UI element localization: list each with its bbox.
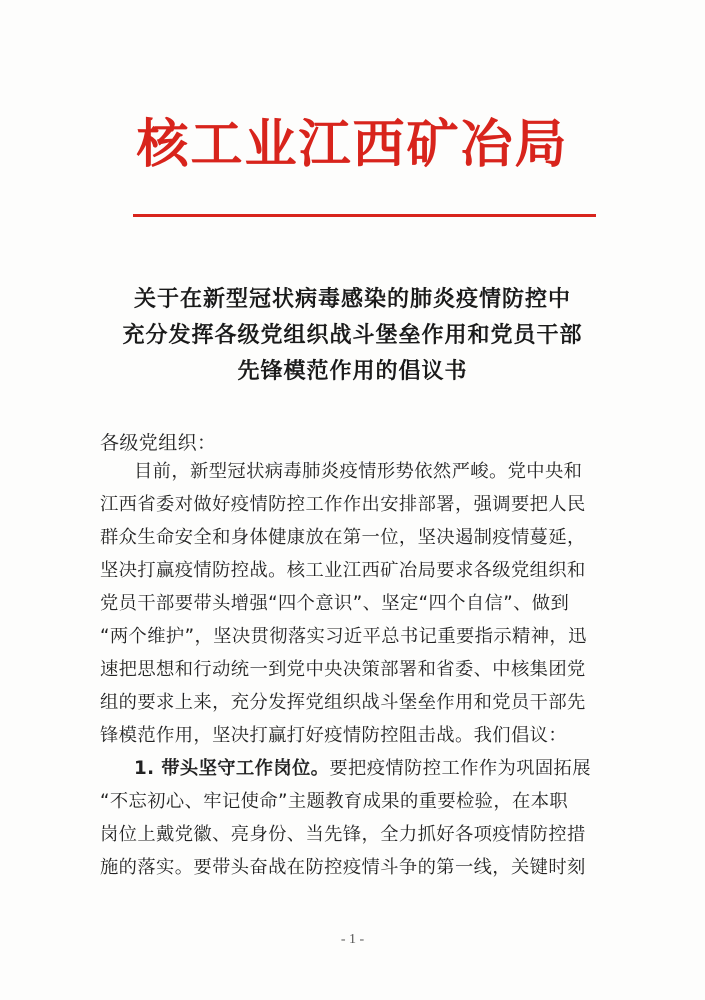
document-title-line-2: 充分发挥各级党组织战斗堡垒作用和党员干部 (122, 322, 583, 348)
point-1-first-line (134, 754, 591, 784)
document-title-line-1: 关于在新型冠状病毒感染的肺炎疫情防控中 (133, 286, 571, 312)
paragraph-line: “不忘初心、牢记使命”主题教育成果的重要检验，在本职 (100, 791, 569, 812)
page-number: - 1 - (340, 932, 365, 947)
paragraph-line: 党员干部要带头增强“四个意识”、坚定“四个自信”、做到 (100, 593, 570, 614)
paragraph-line: 速把思想和行动统一到党中央决策部署和省委、中核集团党 (100, 659, 586, 680)
paragraph-line: 施的落实。要带头奋战在防控疫情斗争的第一线，关键时刻 (100, 857, 586, 878)
paragraph-line: 岗位上戴党徽、亮身份、当先锋，全力抓好各项疫情防控措 (100, 824, 586, 845)
paragraph-line: 锋模范作用，坚决打赢打好疫情防控阻击战。我们倡议： (100, 725, 568, 746)
paragraph-line: 群众生命安全和身体健康放在第一位，坚决遏制疫情蔓延， (100, 527, 586, 548)
paragraph-line: 坚决打赢疫情防控战。核工业江西矿冶局要求各级党组织和 (100, 560, 586, 581)
document-title-line-3: 先锋模范作用的倡议书 (237, 358, 468, 384)
letterhead-red-rule (133, 214, 596, 217)
salutation: 各级党组织： (100, 432, 217, 454)
point-1-text: 要把疫情防控工作作为巩固拓展 (329, 758, 591, 779)
paragraph-line: 组的要求上来，充分发挥党组织战斗堡垒作用和党员干部先 (100, 692, 586, 713)
paragraph-line: “两个维护”，坚决贯彻落实习近平总书记重要指示精神，迅 (100, 626, 587, 647)
point-1-heading: 1. 带头坚守工作岗位。 (134, 758, 330, 779)
paragraph-line: 江西省委对做好疫情防控工作作出安排部署，强调要把人民 (100, 494, 586, 515)
paragraph-line: 目前，新型冠状病毒肺炎疫情形势依然严峻。党中央和 (134, 461, 583, 482)
letterhead-title: 核工业江西矿冶局 (136, 114, 569, 175)
